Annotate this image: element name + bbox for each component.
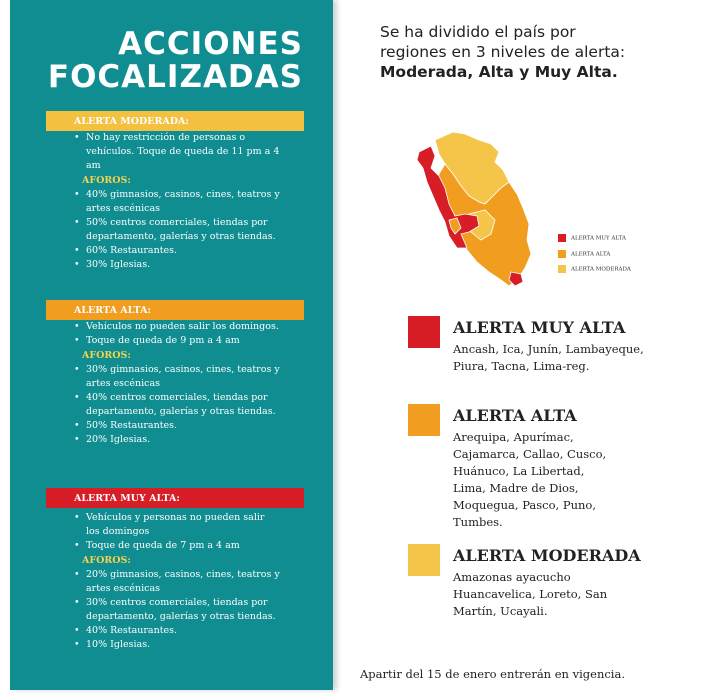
list-item: • 40% centros comerciales, tiendas por departamento, galerías y otras tiendas. — [70, 391, 280, 419]
list-item: • 20% Iglesias. — [70, 433, 280, 447]
list-item: • Toque de queda de 7 pm a 4 am — [70, 539, 280, 553]
measures-panel — [10, 0, 333, 690]
aforos-label: AFOROS: — [82, 350, 131, 361]
muy-alta-section — [70, 511, 280, 652]
legend-swatch — [558, 265, 566, 273]
list-item: • 60% Restaurantes. — [70, 244, 280, 258]
legend-label: ALERTA MUY ALTA — [571, 235, 626, 242]
list-item: • 30% centros comerciales, tiendas por departamento, galerías y otras tiendas. — [70, 596, 280, 624]
list-item: • 50% Restaurantes. — [70, 419, 280, 433]
legend-label: ALERTA MODERADA — [571, 266, 631, 273]
list-item: • 40% Restaurantes. — [70, 624, 280, 638]
intro-line: regiones en 3 niveles de alerta: — [380, 43, 626, 61]
moderada-section — [70, 131, 280, 272]
list-item: • 30% gimnasios, casinos, cines, teatros y artes escénicas — [70, 363, 280, 391]
legend-swatch — [558, 234, 566, 242]
legend-label: ALERTA ALTA — [571, 251, 611, 258]
list-item: • 50% centros comerciales, tiendas por departamento, galerías y otras tiendas. — [70, 216, 280, 244]
title-line-2: FOCALIZADAS — [47, 59, 303, 95]
alert-swatch — [408, 404, 440, 436]
alta-heading: ALERTA ALTA: — [46, 300, 304, 320]
legend-item-moderada — [558, 265, 631, 273]
legend-item-alta — [558, 250, 610, 258]
legend-swatch — [558, 250, 566, 258]
footer-note: Apartir del 15 de enero entrerán en vigencia. — [360, 667, 625, 681]
peru-map — [405, 130, 550, 290]
intro-text — [380, 22, 680, 82]
list-item: • 40% gimnasios, casinos, cines, teatros y artes escénicas — [70, 188, 280, 216]
title-line-1: ACCIONES — [118, 26, 303, 62]
aforos-label: AFOROS: — [82, 555, 131, 566]
aforos-label: AFOROS: — [82, 175, 131, 186]
panel-title — [48, 28, 303, 94]
alert-title: ALERTA MUY ALTA — [453, 318, 626, 337]
list-item: • 20% gimnasios, casinos, cines, teatros y artes escénicas — [70, 568, 280, 596]
list-item: • 30% Iglesias. — [70, 258, 280, 272]
list-item: • Toque de queda de 9 pm a 4 am — [70, 334, 280, 348]
muy-alta-heading: ALERTA MUY ALTA: — [46, 488, 304, 508]
alert-regions: Amazonas ayacucho Huancavelica, Loreto, San Martín, Ucayali. — [453, 570, 608, 618]
alert-swatch — [408, 544, 440, 576]
alert-regions: Ancash, Ica, Junín, Lambayeque, Piura, Tacna, Lima-reg. — [453, 342, 644, 373]
alert-title: ALERTA MODERADA — [453, 546, 641, 565]
intro-levels: Moderada, Alta y Muy Alta. — [380, 63, 618, 81]
list-item: • 10% Iglesias. — [70, 638, 280, 652]
list-item: • No hay restricción de personas o vehículos. Toque de queda de 11 pm a 4 am — [70, 131, 280, 173]
legend-item-muy-alta — [558, 234, 626, 242]
alert-title: ALERTA ALTA — [453, 406, 577, 425]
alert-swatch — [408, 316, 440, 348]
list-item: • Vehículos no pueden salir los domingos. — [70, 320, 280, 334]
moderada-heading: ALERTA MODERADA: — [46, 111, 304, 131]
alert-regions: Arequipa, Apurímac, Cajamarca, Callao, Cusco, Huánuco, La Libertad, Lima, Madre de Dios, Moquegua, Pasco, Puno, Tumbes. — [453, 430, 607, 529]
list-item: • Vehículos y personas no pueden salir los domingos — [70, 511, 280, 539]
intro-line: Se ha dividido el país por — [380, 23, 576, 41]
alta-section — [70, 320, 280, 447]
